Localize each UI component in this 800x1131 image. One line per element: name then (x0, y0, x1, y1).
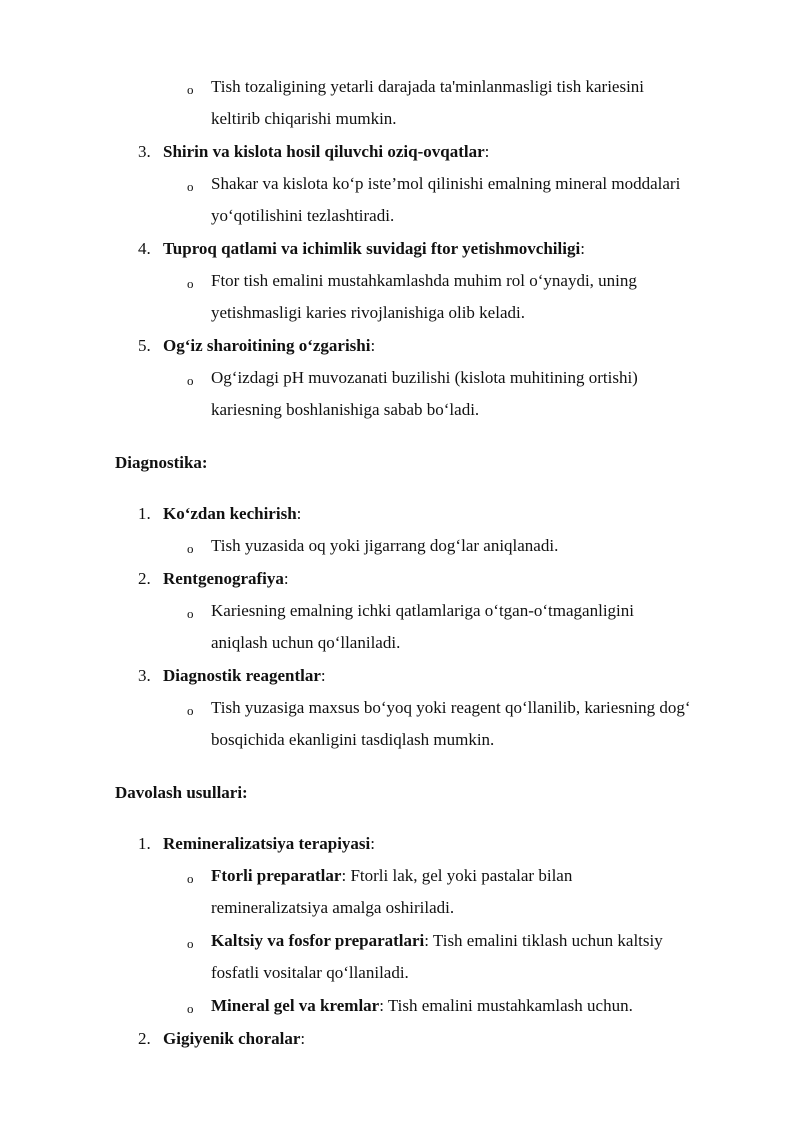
bullet-text: yetishmasligi karies rivojlanishiga olib keladi. (211, 303, 525, 322)
bullet-marker: o (187, 82, 194, 97)
bullet-text: aniqlash uchun qo‘llaniladi. (211, 633, 401, 652)
bullet-text: Kariesning emalning ichki qatlamlariga o‘tgan-o‘tmaganligini (211, 601, 634, 620)
bullet-text: keltirib chiqarishi mumkin. (211, 109, 397, 128)
bullet-marker: o (187, 703, 194, 718)
bullet-marker: o (187, 179, 194, 194)
list-item-title (163, 1029, 305, 1049)
bullet-text: yo‘qotilishini tezlashtiradi. (211, 206, 395, 225)
bullet-text: Tish yuzasida oq yoki jigarrang dog‘lar aniqlanadi. (211, 536, 559, 555)
list-item-title-bold: Og‘iz sharoitining o‘zgarishi (163, 336, 371, 355)
list-number: 2. (138, 569, 151, 588)
bullet-desc: : Tish emalini tiklash uchun kaltsiy (424, 931, 663, 950)
list-item-title-bold: Shirin va kislota hosil qiluvchi oziq-ovqatlar (163, 142, 485, 161)
title-colon: : (296, 504, 302, 523)
bullet-desc: : Ftorli lak, gel yoki pastalar bilan (341, 866, 573, 885)
list-item-title (163, 239, 585, 259)
bullet-marker: o (187, 541, 194, 556)
title-colon: : (370, 336, 376, 355)
title-colon: : (283, 569, 289, 588)
list-item-title-bold: Rentgenografiya (163, 569, 284, 588)
bullet-text: remineralizatsiya amalga oshiriladi. (211, 898, 455, 917)
bullet-text: kariesning boshlanishiga sabab bo‘ladi. (211, 400, 480, 419)
title-colon: : (580, 239, 585, 258)
bullet-desc: : Tish emalini mustahkamlash uchun. (379, 996, 633, 1015)
bullet-text: fosfatli vositalar qo‘llaniladi. (211, 963, 409, 982)
bullet-text: Og‘izdagi pH muvozanati buzilishi (kislota muhitining ortishi) (211, 368, 638, 387)
bullet-term: Ftorli preparatlar (211, 866, 342, 885)
title-colon: : (320, 666, 326, 685)
title-colon: : (370, 834, 375, 853)
bullet-text: Tish yuzasiga maxsus bo‘yoq yoki reagent qo‘llanilib, kariesning dog‘ (211, 698, 691, 717)
bullet-text: Tish tozaligining yetarli darajada ta'minlanmasligi tish kariesini (211, 77, 645, 96)
bullet-term: Kaltsiy va fosfor preparatlari (211, 931, 425, 950)
list-item-title (163, 834, 375, 854)
bullet-marker: o (187, 936, 194, 951)
list-number: 1. (138, 504, 151, 523)
list-item-title-bold: Tuproq qatlami va ichimlik suvidagi ftor yetishmovchiligi (163, 239, 581, 258)
list-item-title-bold: Ko‘zdan kechirish (163, 504, 297, 523)
list-number: 1. (138, 834, 151, 853)
bullet-text: Ftor tish emalini mustahkamlashda muhim rol o‘ynaydi, uning (211, 271, 637, 290)
list-item-title (163, 666, 326, 686)
bullet-term: Mineral gel va kremlar (211, 996, 380, 1015)
bullet-text: Shakar va kislota ko‘p iste’mol qilinishi emalning mineral moddalari (211, 174, 681, 193)
bullet-marker: o (187, 276, 194, 291)
list-item-title (163, 504, 301, 524)
list-item-title-bold: Remineralizatsiya terapiyasi (163, 834, 371, 853)
list-number: 2. (138, 1029, 151, 1048)
list-number: 3. (138, 142, 151, 161)
list-item-title-bold: Gigiyenik choralar (163, 1029, 301, 1048)
bullet-text (211, 996, 633, 1016)
list-number: 4. (138, 239, 151, 258)
list-item-title (163, 336, 375, 356)
bullet-text (211, 931, 663, 951)
title-colon: : (300, 1029, 306, 1048)
list-item-title (163, 569, 289, 589)
bullet-marker: o (187, 606, 194, 621)
list-item-title (163, 142, 489, 162)
section-heading-diagnostika: Diagnostika: (115, 453, 208, 472)
list-number: 5. (138, 336, 151, 355)
title-colon: : (484, 142, 490, 161)
bullet-marker: o (187, 1001, 194, 1016)
section-heading-davolash: Davolash usullari: (115, 783, 248, 802)
bullet-marker: o (187, 373, 194, 388)
list-item-title-bold: Diagnostik reagentlar (163, 666, 321, 685)
bullet-text: bosqichida ekanligini tasdiqlash mumkin. (211, 730, 495, 749)
bullet-text (211, 866, 572, 886)
list-number: 3. (138, 666, 151, 685)
bullet-marker: o (187, 871, 194, 886)
